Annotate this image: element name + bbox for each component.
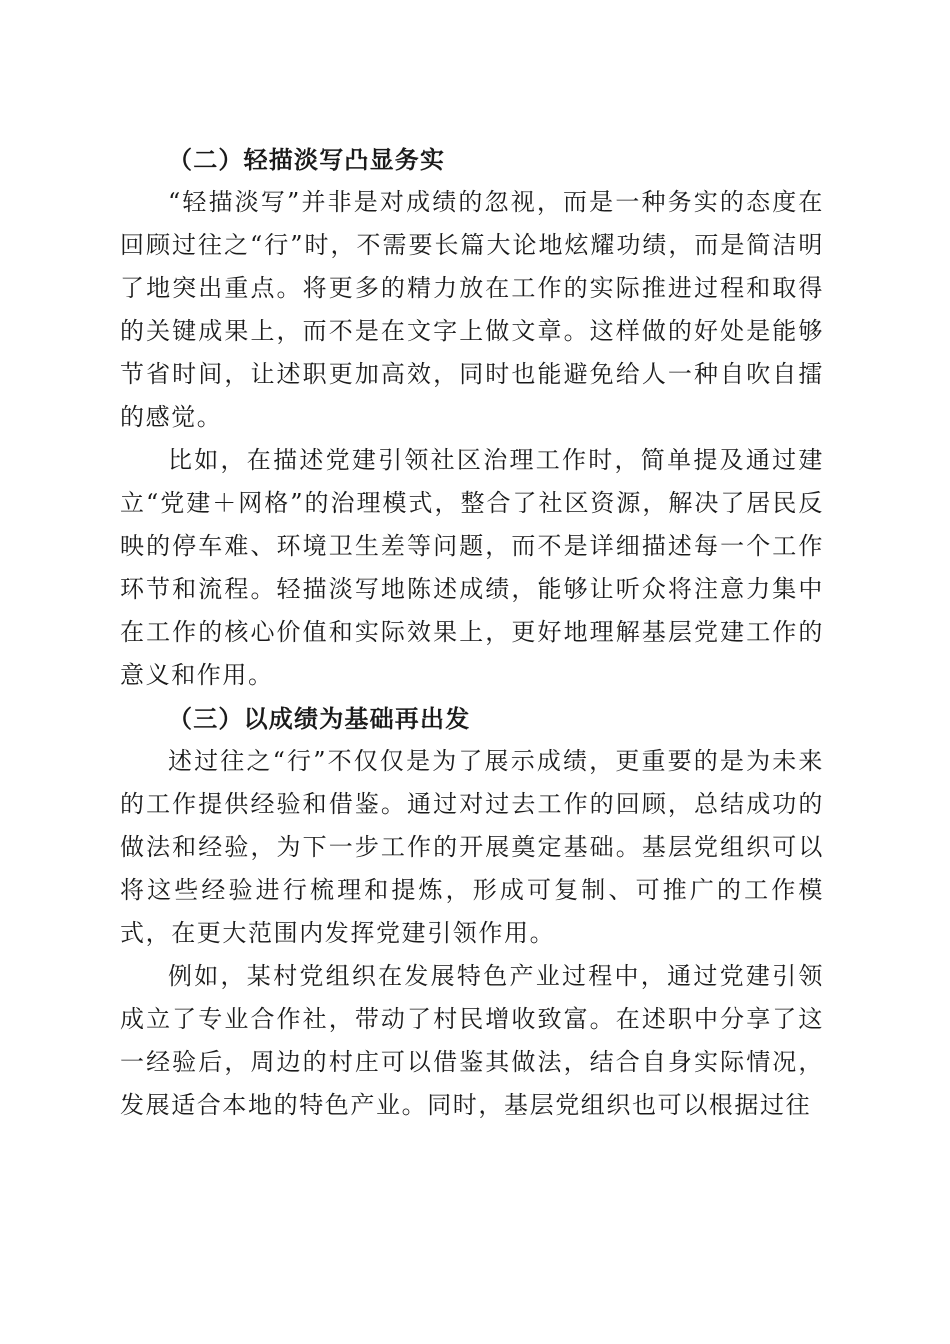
paragraph: 例如，某村党组织在发展特色产业过程中，通过党建引领成立了专业合作社，带动了村民增收致富。在述职中分享了这一经验后，周边的村庄可以借鉴其做法，结合自身实际情况，发展适合本地的特色产业。同时，基层党组织也可以根据过往 (120, 962, 824, 1119)
paragraph: 比如，在描述党建引领社区治理工作时，简单提及通过建立“党建＋网格”的治理模式，整合了社区资源，解决了居民反映的停车难、环境卫生差等问题，而不是详细描述每一个工作环节和流程。轻描淡写地陈述成绩，能够让听众将注意力集中在工作的核心价值和实际效果上，更好地理解基层党建工作的意义和作用。 (120, 446, 824, 689)
section-heading-3: （三）以成绩为基础再出发 (168, 704, 471, 733)
section-heading-2: （二）轻描淡写凸显务实 (168, 145, 446, 174)
paragraph: 述过往之“行”不仅仅是为了展示成绩，更重要的是为未来的工作提供经验和借鉴。通过对过去工作的回顾，总结成功的做法和经验，为下一步工作的开展奠定基础。基层党组织可以将这些经验进行梳理和提炼，形成可复制、可推广的工作模式，在更大范围内发挥党建引领作用。 (120, 747, 824, 947)
document-body (120, 138, 824, 1127)
paragraph: “轻描淡写”并非是对成绩的忽视，而是一种务实的态度在回顾过往之“行”时，不需要长篇大论地炫耀功绩，而是简洁明了地突出重点。将更多的精力放在工作的实际推进过程和取得的关键成果上，而不是在文字上做文章。这样做的好处是能够节省时间，让述职更加高效，同时也能避免给人一种自吹自擂的感觉。 (120, 188, 824, 431)
